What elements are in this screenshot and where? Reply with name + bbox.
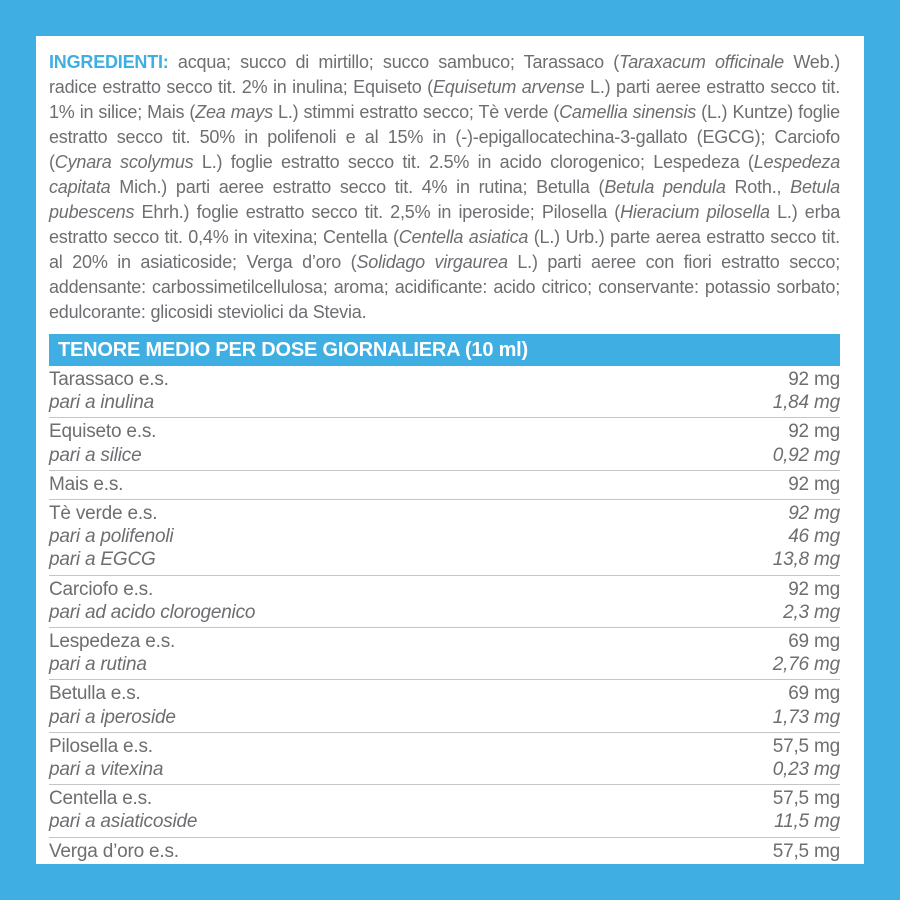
- ingredients-paragraph: [49, 50, 840, 325]
- substance-amount: 46 mg: [788, 526, 840, 548]
- botanical-name: Taraxacum officinale: [619, 52, 784, 72]
- botanical-name: Betula pubescens: [49, 177, 840, 222]
- ingredients-run: (L.) Urb.) parte aerea estratto secco tit. al 20% in asiaticoside; Verga d’oro (: [49, 227, 840, 272]
- substance-amount: 1,84 mg: [772, 392, 840, 414]
- substance-amount: 57,5 mg: [772, 735, 840, 757]
- table-group: [49, 838, 840, 864]
- table-row: [49, 706, 840, 729]
- table-group: [49, 733, 840, 785]
- botanical-name: Solidago virgaurea: [356, 252, 508, 272]
- table-row: [49, 601, 840, 624]
- ingredients-run: Web.) radice estratto secco tit. 2% in inulina; Equiseto (: [49, 52, 841, 97]
- substance-amount: 57,5 mg: [772, 788, 840, 810]
- ingredients-run: Ehrh.) foglie estratto secco tit. 2,5% in iperoside; Pilosella (: [134, 202, 621, 222]
- substance-amount: 92 mg: [788, 421, 840, 443]
- substance-name: Tarassaco e.s.: [49, 369, 169, 390]
- table-row: [49, 578, 840, 601]
- substance-name: Carciofo e.s.: [49, 578, 154, 600]
- substance-name: Pilosella e.s.: [49, 735, 153, 757]
- table-row: [49, 420, 840, 443]
- table-row: [49, 653, 840, 676]
- substance-amount: 69 mg: [788, 631, 840, 653]
- substance-amount: 92 mg: [788, 473, 840, 495]
- table-group: [49, 785, 840, 837]
- table-group: [49, 418, 840, 470]
- table-group: [49, 500, 840, 576]
- ingredients-run: (L.) Kuntze) foglie estratto secco tit. 50% in polifenoli e al 15% in (-)-epigallocatechina-3-gallato (EGCG); Carciofo (: [49, 102, 840, 172]
- botanical-name: Cynara scolymus: [54, 152, 194, 172]
- substance-name: Mais e.s.: [49, 473, 124, 495]
- substance-name: Verga d’oro e.s.: [49, 840, 179, 862]
- substance-name: pari a asiaticoside: [49, 811, 198, 833]
- substance-amount: 2,3 mg: [783, 601, 840, 623]
- botanical-name: Equisetum arvense: [432, 77, 585, 97]
- ingredients-run: L.) erba estratto secco tit. 0,4% in vitexina; Centella (: [49, 202, 841, 247]
- substance-name: pari a polifenoli: [49, 526, 174, 548]
- ingredients-run: L.) parti aeree estratto secco tit. 1% in silice; Mais (: [49, 77, 841, 122]
- ingredients-run: Mich.) parti aeree estratto secco tit. 4% in rutina; Betulla (: [110, 177, 605, 197]
- substance-name: pari a rutina: [49, 654, 147, 676]
- table-row: [49, 787, 840, 810]
- substance-amount: 11,5 mg: [774, 811, 840, 833]
- botanical-name: Centella asiatica: [398, 227, 529, 247]
- table-group: [49, 471, 840, 500]
- table-row: [49, 630, 840, 653]
- table-group: [49, 576, 840, 628]
- label-content: [36, 36, 864, 864]
- table-row: [49, 548, 840, 571]
- substance-amount: 1,73 mg: [772, 706, 840, 728]
- substance-name: Lespedeza e.s.: [49, 631, 176, 653]
- table-row: [49, 368, 840, 391]
- substance-name: pari a EGCG: [49, 549, 156, 571]
- table-group: [49, 628, 840, 680]
- ingredients-run: L.) parti aeree con fiori estratto secco; addensante: carbossimetilcellulosa; aroma; acidificante: acido citrico; conservante: potassio sorbato; edulcorante: glicosidi steviolici da Stevia.: [49, 252, 841, 322]
- table-group: [49, 680, 840, 732]
- table-row: [49, 525, 840, 548]
- ingredients-run: L.) stimmi estratto secco; Tè verde (: [272, 102, 560, 122]
- botanical-name: Lespedeza capitata: [49, 152, 841, 197]
- substance-amount: 92 mg: [788, 369, 840, 390]
- substance-amount: 92 mg: [788, 578, 840, 600]
- ingredients-text: [49, 52, 840, 322]
- substance-name: Betulla e.s.: [49, 683, 141, 705]
- dosage-table: [49, 366, 840, 864]
- ingredients-run: acqua; succo di mirtillo; succo sambuco; Tarassaco (: [168, 52, 620, 72]
- botanical-name: Camellia sinensis: [559, 102, 697, 122]
- botanical-name: Hieracium pilosella: [620, 202, 770, 222]
- table-group: [49, 366, 840, 418]
- ingredients-run: L.) foglie estratto secco tit. 2.5% in acido clorogenico; Lespedeza (: [193, 152, 754, 172]
- table-row: [49, 391, 840, 414]
- table-row: [49, 473, 840, 496]
- substance-amount: 0,23 mg: [772, 759, 840, 781]
- ingredients-run: Roth.,: [725, 177, 791, 197]
- table-row: [49, 444, 840, 467]
- substance-name: pari a silice: [49, 444, 142, 466]
- table-row: [49, 682, 840, 705]
- table-row: [49, 735, 840, 758]
- substance-name: pari a iperoside: [49, 706, 176, 728]
- substance-name: Equiseto e.s.: [49, 421, 157, 443]
- substance-name: pari ad acido clorogenico: [49, 601, 256, 623]
- botanical-name: Zea mays: [195, 102, 273, 122]
- ingredients-label: INGREDIENTI:: [49, 52, 169, 72]
- substance-amount: 69 mg: [788, 683, 840, 705]
- table-row: [49, 810, 840, 833]
- table-row: [49, 758, 840, 781]
- substance-name: pari a inulina: [49, 392, 154, 414]
- table-header-bar: TENORE MEDIO PER DOSE GIORNALIERA (10 ml): [49, 334, 840, 366]
- substance-name: Centella e.s.: [49, 788, 153, 810]
- table-row: [49, 502, 840, 525]
- substance-amount: 0,92 mg: [772, 444, 840, 466]
- substance-amount: 13,8 mg: [772, 549, 840, 571]
- botanical-name: Betula pendula: [604, 177, 726, 197]
- table-row: [49, 840, 840, 863]
- substance-amount: 57,5 mg: [772, 840, 840, 862]
- substance-name: Tè verde e.s.: [49, 503, 158, 525]
- substance-amount: 92 mg: [788, 503, 840, 525]
- substance-amount: 2,76 mg: [772, 654, 840, 676]
- substance-name: pari a vitexina: [49, 759, 164, 781]
